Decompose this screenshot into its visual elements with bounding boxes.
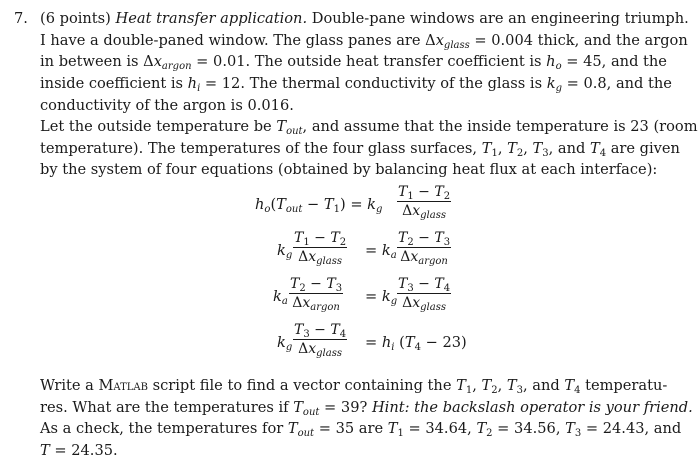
statement-line-4: inside coefficient is $h_i = 12$. The thermal conductivity of the glass is $k_g = 0.8$, and the <box>40 75 672 95</box>
task-line-3: As a check, the temperatures for $T_{out} = 35$ are $T_1 = 34.64$, $T_2 = 34.56$, $T_3 = 24.43$, and <box>40 420 682 440</box>
problem-number: 7. <box>14 10 28 27</box>
statement-line-2: I have a double-paned window. The glass panes are $\Delta x_{glass} = 0.004$ thick, and the argon <box>40 31 688 51</box>
task-line-4: T = 24.35. <box>40 442 118 460</box>
task-line-1: Write a Matlab script file to find a vector containing the $T_1$, $T_2$, $T_3$, and $T_4$ temperatu- <box>40 377 668 396</box>
equation-2: $k_g$ $T_1 - T_2$ $\Delta x_{glass}$ = $k_a$ $T_2 - T_3$ $\Delta x_{argon}$ <box>277 230 451 267</box>
statement-line-1: (6 points) Heat transfer application. Double-pane windows are an engineering triumph. <box>40 10 689 27</box>
equation-3: $k_a$ $T_2 - T_3$ $\Delta x_{argon}$ = $k_g$ $T_3 - T_4$ $\Delta x_{glass}$ <box>273 276 451 313</box>
statement-line-5: conductivity of the argon is 0.016. <box>40 96 294 114</box>
setup-line-1: Let the outside temperature be $T_{out}$, and assume that the inside temperature is 23 (room <box>40 118 698 137</box>
problem-statement <box>40 8 689 117</box>
task-paragraph <box>40 375 693 462</box>
task-line-2: res. What are the temperatures if $T_{out} = 39$? Hint: the backslash operator is your friend. <box>40 398 693 418</box>
statement-line-3: in between is $\Delta x_{argon} = 0.01$. The outside heat transfer coefficient is $h_o = 45$, and the <box>40 53 667 73</box>
equation-4: $k_g$ $T_3 - T_4$ $\Delta x_{glass}$ = $h_i$ $(T_4 - 23)$ <box>277 322 467 359</box>
equation-1: $h_o(T_{out} - T_1) = k_g$ $T_1 - T_2$ $\Delta x_{glass}$ <box>255 184 451 221</box>
setup-line-2: temperature). The temperatures of the four glass surfaces, $T_1$, $T_2$, $T_3$, and $T_4$ are given <box>40 139 680 159</box>
setup-paragraph <box>40 116 698 181</box>
setup-line-3: by the system of four equations (obtained by balancing heat flux at each interface): <box>40 161 658 179</box>
